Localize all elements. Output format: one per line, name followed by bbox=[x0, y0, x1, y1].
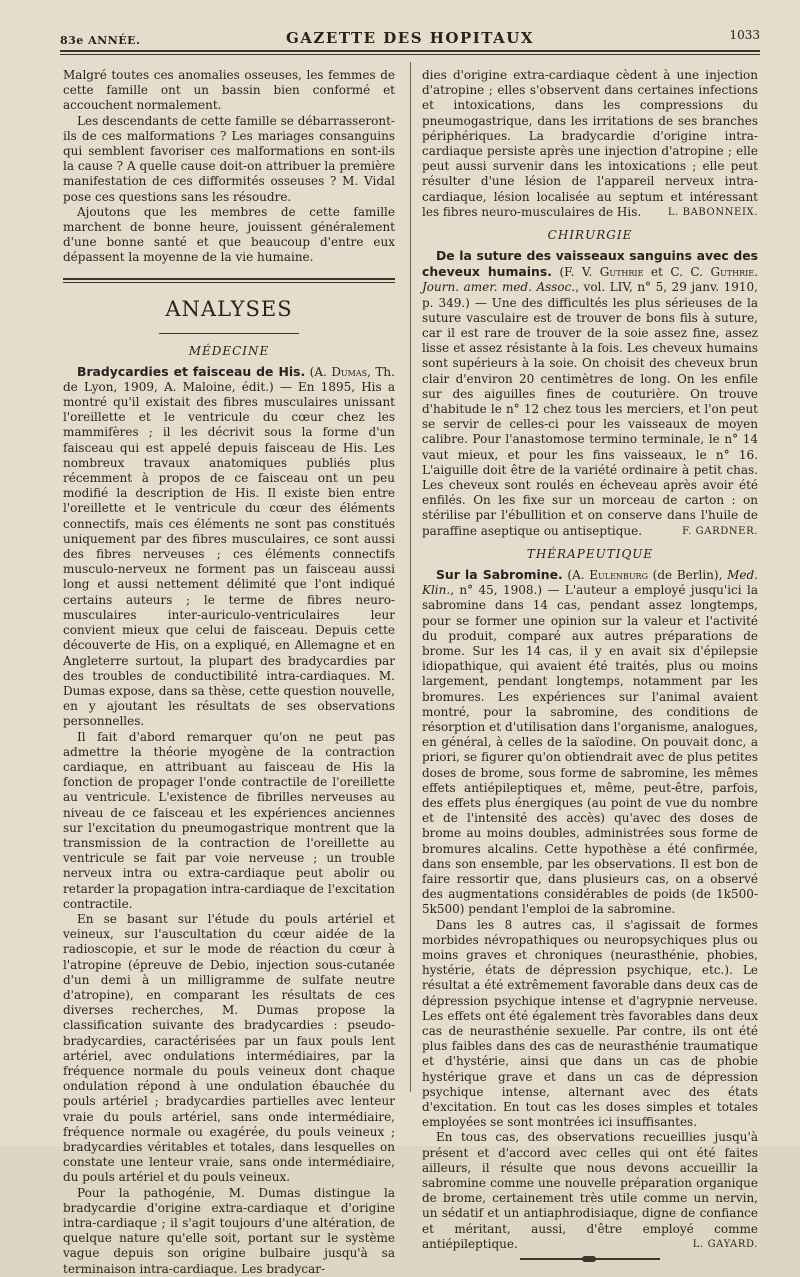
article-bradycardies bbox=[63, 364, 395, 730]
paragraph: Malgré toutes ces anomalies osseuses, les femmes de cette famille ont un bassin bien conformé et accouchent normalement. bbox=[63, 68, 395, 113]
reference-author: Guthrie bbox=[710, 265, 755, 280]
article-suture: De la suture des vaisseaux sanguins avec des cheveux humains. (F. V. Guthrie et C. C. Guthrie. Journ. amer. med. Assoc., vol. LIV, n° 5, 29 janv. 1910, p. 349.) — Une des difficultés les plus sérieuses de la suture vasculaire est de trouver de bons fils à suture, car il est rare de trouver de la soie assez fine, assez lisse et assez résistante à la fois. Les cheveux humains sont supérieurs à la soie. On choisit des cheveux brun clair d'environ 20 centimètres de long. On les enfile sur des aiguilles fines de couturière. On trouve d'habitude le n° 12 chez tous les merciers, et l'on peut se servir de celles-ci pour les vaisseaux de moyen calibre. Pour l'anastomose termino terminale, le n° 14 vaut mieux, et pour les fins vaisseaux, le n° 16. L'aiguille doit être de la variété ordinaire à petit chas. Les cheveux sont roulés en écheveau après avoir été enfilés. On les fixe sur un morceau de carton : on stérilise par l'ébullition et on conserve dans l'huile de paraffine aseptique ou antiseptique. bbox=[422, 248, 758, 538]
article-text: Une des difficultés les plus sérieuses de la suture vasculaire est de trouver de bons fils à suture, car il est rare de trouver de la soie assez fine, assez lisse et assez résistante à la fois. Les cheveux humains sont supérieurs à la soie. On choisit des cheveux brun clair d'environ 20 centimètres de long. On les enfile sur des aiguilles fines de couturière. On trouve d'habitude le n° 12 chez tous les merciers, et l'on peut se servir de celles-ci pour les vaisseaux de moyen calibre. Pour l'anastomose termino terminale, le n° 14 vaut mieux, et pour les fins vaisseaux, le n° 16. L'aiguille doit être de la variété ordinaire à petit chas. Les cheveux sont roulés en écheveau après avoir été enfilés. On les fixe sur un morceau de carton : on stérilise par l'ébullition et on conserve dans l'huile de paraffine aseptique ou antiseptique. bbox=[422, 295, 758, 538]
paragraph: Pour la pathogénie, M. Dumas distingue la bradycardie d'origine extra-cardiaque et d'origine intra-cardiaque ; il s'agit toujours d'une altération, de quelque nature qu'elle soit, portant sur le système vague depuis son origine bulbaire jusqu'à sa terminaison intra-cardiaque. Les bradycar- bbox=[63, 1185, 395, 1276]
article-title: De la suture des vaisseaux sanguins avec des cheveux humains. bbox=[422, 248, 758, 280]
paragraph: En se basant sur l'étude du pouls artériel et veineux, sur l'auscultation du cœur aidée de la radioscopie, et sur le mode de réaction du cœur à l'atropine (épreuve de Debio, injection sous-cutanée d'un demi à un milligramme de sulfate neutre d'atropine), en comparant les résultats de ces diverses recherches, M. Dumas propose la classification suivante des bradycardies : pseudo-bradycardies, caractérisées par un faux pouls lent artériel, avec ondulations intermédiaires, par la fréquence normale du pouls veineux dont chaque ondulation répond à une ondulation ébauchée du pouls artériel ; bradycardies partielles avec lenteur vraie du pouls artériel, sans onde intermédiaire, fréquence normale ou exagérée, du pouls veineux ; bradycardies véritables et totales, dans lesquelles on constate une lenteur vraie, sans onde intermédiaire, du pouls artériel et du pouls veineux. bbox=[63, 911, 395, 1185]
paragraph: dies d'origine extra-cardiaque cèdent à une injection d'atropine ; elles s'observent dans certaines infections et intoxications, dans les compressions du pneumogastrique, dans les irritations de ses branches périphériques. La bradycardie d'origine intra-cardiaque persiste après une injection d'atropine ; elle peut aussi survenir dans les intoxications ; elle peut résulter d'une lésion de l'appareil nerveux intra-cardiaque, lésion localisée au septum et intéressant les fibres neuro-musculaires de His. bbox=[422, 68, 758, 219]
reference-author: Eulenburg bbox=[589, 567, 648, 582]
right-column bbox=[422, 68, 758, 1260]
paragraph: Dans les 8 autres cas, il s'agissait de formes morbides névropathiques ou neuropsychiques plus ou moins graves et chroniques (neurasthénie, phobies, hystérie, états de dépression psychique, etc.). Le résultat a été extrêmement favorable dans deux cas de dépression psychique intense et d'agrypnie nerveuse. Les effets ont été également très favorables dans deux cas de neurasthénie sexuelle. Par contre, ils ont été plus faibles dans des cas de neurasthénie traumatique et d'hystérie, ainsi que dans un cas de phobie hystérique grave et dans un cas de dépression psychique intense, alternant avec des états d'excitation. En tout cas les doses simples et totales employées se sont montrées ici insuffisantes. bbox=[422, 917, 758, 1130]
subsection-heading: CHIRURGIE bbox=[547, 228, 633, 243]
header-rule-thick bbox=[60, 50, 760, 52]
section-title: ANALYSES bbox=[165, 296, 293, 321]
section-title-underline bbox=[159, 333, 299, 334]
author-signature: F. GARDNER. bbox=[682, 525, 758, 537]
article-text: L'auteur a employé jusqu'ici la sabromine dans 14 cas, pendant assez longtemps, pour se former une opinion sur la valeur et l'activité du produit, comparé aux autres préparations de brome. Sur les 14 cas, il y en avait six d'épilepsie idiopathique, qui avaient été traités, plus ou moins largement, pendant longtemps, notamment par les bromures. Les expériences sur l'animal avaient montré, pour la sabromine, des conditions de résorption et d'utilisation dans l'organisme, analogues, en général, à celles de la saïodine. On pouvait donc, a priori, se figurer qu'on obtiendrait avec de plus petites doses de brome, sous forme de sabromine, les mêmes effets antiépileptiques et, même, peut-être, parfois, des effets plus énergiques (au point de vue du nombre et de l'intensité des accès) qu'avec des doses de brome au moins doubles, administrées sous forme de bromures alcalins. Cette hypothèse a été confirmée, dans son ensemble, par les observations. Il est bon de faire ressortir que, dans plusieurs cas, on a observé des augmentations considérables de poids (de 1k500-5k500) pendant l'emploi de la sabromine. bbox=[422, 583, 758, 917]
reference-open: (A. bbox=[309, 364, 332, 379]
paragraph: En tous cas, des observations recueillies jusqu'à présent et d'accord avec celles qui ont été faites ailleurs, il résulte que nous devons accueillir la sabromine comme une nouvelle préparation organique de brome, certainement très utile comme un nervin, un sédatif et un antiaphrodisiaque, digne de confiance et méritant, aussi, d'être employé comme antiépileptique. bbox=[422, 1130, 758, 1251]
section-rule-thin bbox=[63, 282, 395, 283]
left-column bbox=[63, 68, 395, 1277]
page-header bbox=[60, 28, 760, 48]
subsection-heading: MÉDECINE bbox=[188, 343, 270, 358]
reference-details: , vol. LIV, n° 5, 29 janv. 1910, p. 349.) — bbox=[422, 280, 758, 310]
reference-journal: Med. Klin. bbox=[422, 567, 758, 598]
article-sabromine bbox=[422, 567, 758, 918]
header-rule-thin bbox=[60, 54, 760, 55]
author-signature: L. BABONNEIX. bbox=[667, 207, 758, 219]
reference-details: , Th. de Lyon, 1909, A. Maloine, édit.) — bbox=[63, 364, 395, 394]
volume-year: 83e ANNÉE. bbox=[60, 34, 141, 47]
subsection-heading: THÉRAPEUTIQUE bbox=[526, 546, 654, 561]
reference-mid: et C. C. bbox=[643, 265, 711, 280]
reference-open: (A. bbox=[567, 567, 590, 582]
reference-open: (F. V. bbox=[559, 265, 600, 280]
article-title: Bradycardies et faisceau de His. bbox=[77, 363, 306, 379]
reference-author: Guthrie bbox=[599, 265, 644, 280]
reference-mid: (de Berlin), bbox=[647, 567, 728, 582]
column-divider bbox=[410, 62, 411, 1092]
article-title: Sur la Sabromine. bbox=[436, 566, 563, 582]
end-ornament bbox=[520, 1258, 660, 1260]
article-text: En 1895, His a montré qu'il existait des fibres musculaires unissant l'oreillette et le ventricule du cœur chez les mammifères ; il les décrivit sous la forme d'un faisceau qui est appelé depuis faisceau de His. Les nombreux travaux anatomiques publiés plus récemment à propos de ce faisceau ont un peu modifié la description de His. Il existe bien entre l'oreillette et le ventricule du cœur des éléments connectifs, mais ces éléments ne sont pas constitués uniquement par des fibres musculaires, ce sont aussi des fibres nerveuses ; ces éléments connectifs musculo-nerveux ne forment pas un faisceau aussi long et aussi nettement délimité que l'ont indiqué certains auteurs ; le terme de fibres neuro-musculaires inter-auriculo-ventriculaires leur convient mieux que celui de faisceau. Depuis cette découverte de His, on a expliqué, en Allemagne et en Angleterre surtout, la plupart des bradycardies par des troubles de conductibilité intra-cardiaques. M. Dumas expose, dans sa thèse, cette question nouvelle, en y ajoutant les résultats de ses observations personnelles. bbox=[63, 379, 395, 729]
reference-details: , n° 45, 1908.) — bbox=[450, 583, 565, 598]
paragraph: Il fait d'abord remarquer qu'on ne peut pas admettre la théorie myogène de la contraction cardiaque, en attribuant au faisceau de His la fonction de propager l'onde contractile de l'oreillette au ventricule. L'existence de fibrilles nerveuses au niveau de ce faisceau et les expériences anciennes sur l'excitation du pneumogastrique montrent que la transmission de la contraction de l'oreillette au ventricule se fait par voie nerveuse ; un trouble nerveux intra ou extra-cardiaque peut abolir ou retarder la propagation intra-cardiaque de l'excitation contractile. bbox=[63, 729, 395, 911]
author-signature: L. GAYARD. bbox=[692, 1239, 758, 1251]
reference-journal: Journ. amer. med. Assoc. bbox=[422, 280, 576, 295]
paragraph: Ajoutons que les membres de cette famille marchent de bonne heure, jouissent généralement d'une bonne santé et que beaucoup d'entre eux dépassent la moyenne de la vie humaine. bbox=[63, 204, 395, 265]
paragraph: Les descendants de cette famille se débarrasseront-ils de ces malformations ? Les mariages consanguins qui semblent favoriser ces malformations en sont-ils la cause ? A quelle cause doit-on attribuer la première manifestation de ces difformités osseuses ? M. Vidal pose ces questions sans les résoudre. bbox=[63, 113, 395, 204]
page-number: 1033 bbox=[729, 28, 760, 42]
journal-title: GAZETTE DES HOPITAUX bbox=[285, 29, 534, 47]
reference-author: Dumas bbox=[331, 364, 368, 379]
section-rule-thick bbox=[63, 278, 395, 280]
